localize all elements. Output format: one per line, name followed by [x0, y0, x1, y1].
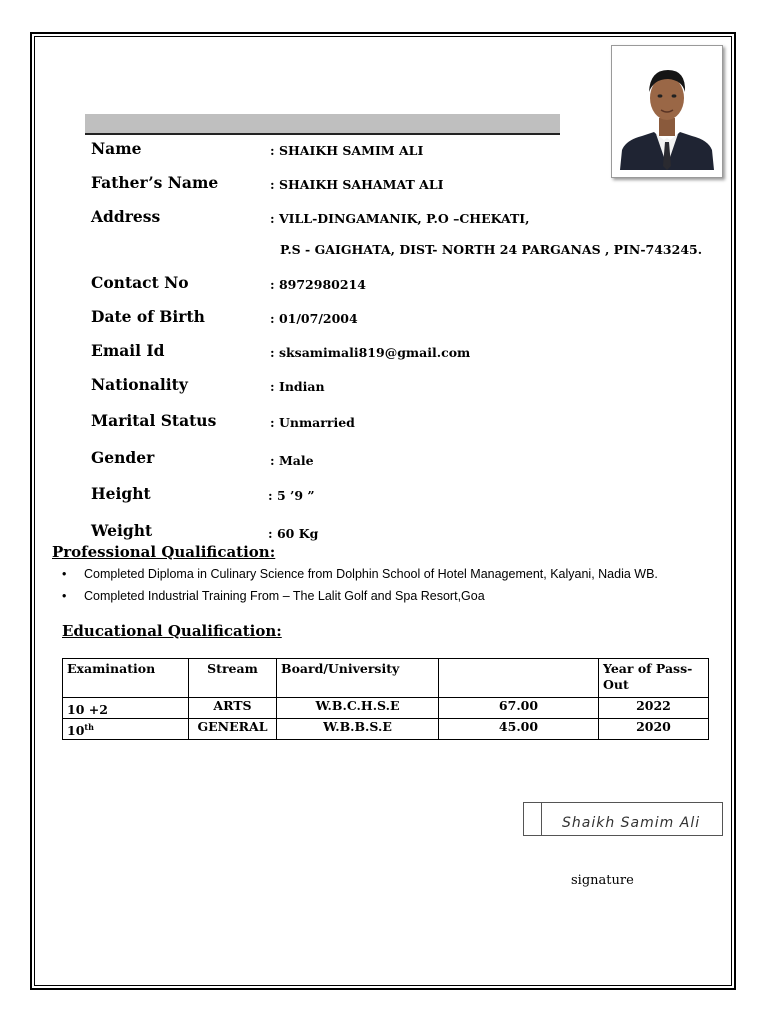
person-photo-icon: [612, 46, 722, 177]
marital-status-value: : Unmarried: [270, 415, 355, 430]
address-line-2: P.S - GAIGHATA, DIST- NORTH 24 PARGANAS , PIN-743245.: [280, 242, 703, 257]
column-header-examination: Examination: [63, 659, 189, 698]
column-header-stream: Stream: [189, 659, 277, 698]
educational-qualification-heading: Educational Qualification:: [62, 622, 282, 640]
qualification-text: Completed Industrial Training From – The Lalit Golf and Spa Resort,Goa: [84, 589, 485, 603]
email-label: Email Id: [91, 341, 165, 360]
dob-label: Date of Birth: [91, 307, 205, 326]
bullet-icon: •: [62, 567, 67, 581]
signature-handwriting: Shaikh Samim Ali: [562, 815, 701, 831]
stream-cell: ARTS: [189, 698, 277, 719]
profile-photo: [611, 45, 723, 178]
table-header-row: [63, 659, 709, 698]
nationality-label: Nationality: [91, 375, 188, 394]
dob-value: : 01/07/2004: [270, 311, 358, 326]
exam-cell: 10th: [63, 719, 189, 740]
list-item: [62, 587, 658, 609]
weight-label: Weight: [91, 521, 153, 540]
board-cell: W.B.C.H.S.E: [277, 698, 439, 719]
signature-caption: signature: [571, 873, 634, 888]
header-bar: [85, 114, 560, 135]
height-label: Height: [91, 484, 151, 503]
signature-box: [523, 802, 723, 836]
father-name-value: : SHAIKH SAHAMAT ALI: [270, 177, 444, 192]
contact-value: : 8972980214: [270, 277, 366, 292]
score-cell: 67.00: [439, 698, 599, 719]
column-header-score: [439, 659, 599, 698]
gender-label: Gender: [91, 448, 155, 467]
name-value: : SHAIKH SAMIM ALI: [270, 143, 424, 158]
qualification-text: Completed Diploma in Culinary Science from Dolphin School of Hotel Management, Kalyani, Nadia WB.: [84, 567, 658, 581]
score-cell: 45.00: [439, 719, 599, 740]
contact-label: Contact No: [91, 273, 189, 292]
board-cell: W.B.B.S.E: [277, 719, 439, 740]
gender-value: : Male: [270, 453, 314, 468]
table-row: [63, 698, 709, 719]
stream-cell: GENERAL: [189, 719, 277, 740]
column-header-year: Year of Pass-Out: [599, 659, 709, 698]
list-item: [62, 565, 658, 587]
email-value: : sksamimali819@gmail.com: [270, 345, 471, 360]
weight-value: : 60 Kg: [268, 526, 319, 541]
marital-status-label: Marital Status: [91, 411, 217, 430]
education-table: [62, 658, 709, 740]
exam-cell: 10 +2: [63, 698, 189, 719]
table-row: [63, 719, 709, 740]
year-cell: 2020: [599, 719, 709, 740]
year-cell: 2022: [599, 698, 709, 719]
column-header-board: Board/University: [277, 659, 439, 698]
address-label: Address: [91, 207, 161, 226]
address-line-1: : VILL-DINGAMANIK, P.O –CHEKATI,: [270, 211, 530, 226]
name-label: Name: [91, 139, 142, 158]
professional-qualification-heading: Professional Qualification:: [52, 543, 276, 561]
nationality-value: : Indian: [270, 379, 325, 394]
height-value: : 5 ’9 ”: [268, 488, 315, 503]
father-name-label: Father’s Name: [91, 173, 219, 192]
handwritten-signature-icon: [524, 803, 724, 837]
professional-qualification-list: [62, 565, 658, 609]
bullet-icon: •: [62, 589, 67, 603]
